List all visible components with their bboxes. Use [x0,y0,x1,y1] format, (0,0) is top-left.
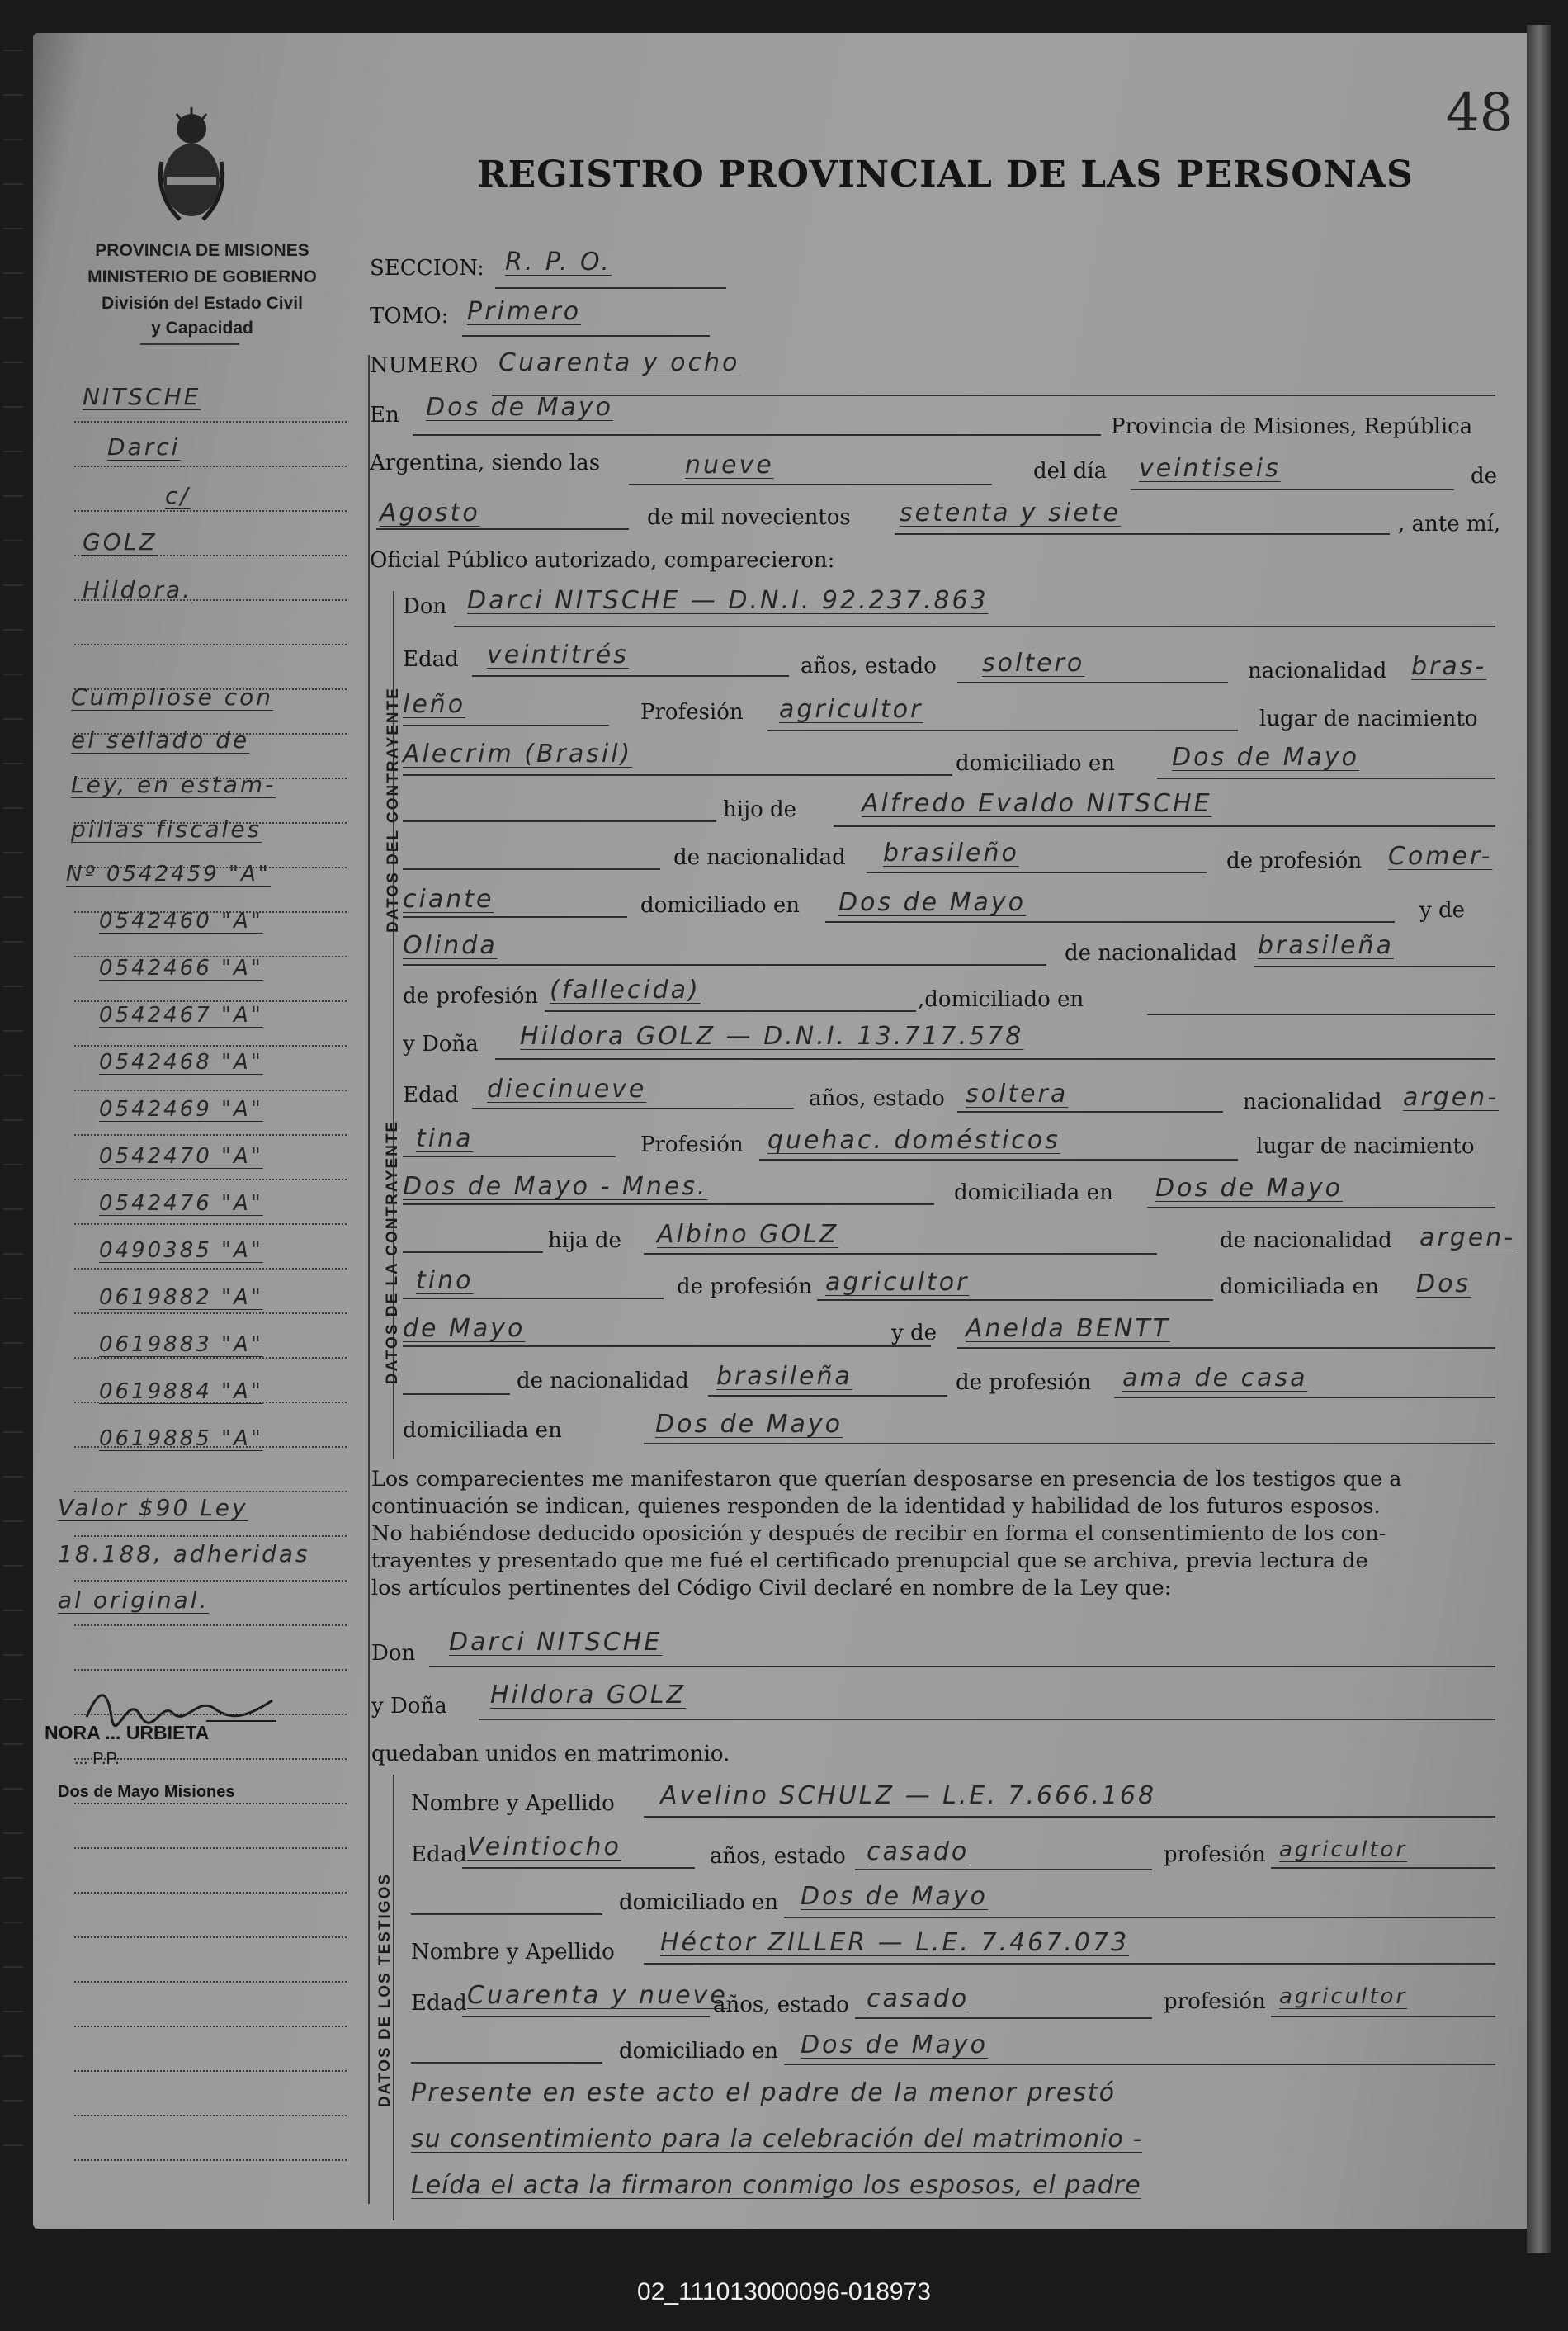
de-label: de [1471,464,1498,489]
binding-mark [3,1966,23,1968]
w1-domicilio-value: Dos de Mayo [801,1882,989,1911]
witness-note-3: Leída el acta la firmaron conmigo los esposos, el padre [411,2171,1141,2200]
binding-mark [3,362,23,363]
groom-domicilio-line [1157,778,1495,779]
w2-profesion-value: agricultor [1279,1984,1408,2009]
binding-mark [3,718,23,720]
bride-madre-nac-value: brasileña [716,1362,852,1391]
bride-profesion-value: quehac. domésticos [767,1126,1060,1155]
w1-estado-value: casado [867,1837,970,1866]
sidebar-name-4: GOLZ [83,528,158,556]
bride-section-title: DATOS DE LA CONTRAYENTE [384,1119,401,1385]
sidebar-ruled-line [74,1580,347,1582]
binding-mark [3,807,23,809]
declaration-don-value: Darci NITSCHE [449,1628,663,1657]
notary-stamp-2: ... P.P. [74,1750,120,1768]
bride-edad-line [472,1108,794,1109]
w2-edad-line [462,2016,710,2017]
notary-stamp-3: Dos de Mayo Misiones [58,1783,235,1801]
groom-anios-estado: años, estado [801,654,937,678]
bride-edad-label: Edad [403,1083,459,1108]
bride-padre-dom-value-a: Dos [1416,1270,1471,1298]
binding-mark [3,139,23,140]
stamp-number: 0619883 "A" [99,1332,263,1357]
bride-anios-estado: años, estado [809,1086,945,1111]
bride-profesion-label: Profesión [640,1132,744,1157]
w2-estado-line [855,2017,1152,2019]
w2-nombre-label: Nombre y Apellido [411,1940,615,1965]
stamp-number: 0542467 "A" [99,1003,263,1028]
bride-madre-prof-line [1114,1397,1495,1398]
declaration-line-3: No habiéndose deducido oposición y después de recibir en forma el consentimiento de los con- [371,1521,1386,1546]
groom-profesion-line [767,730,1238,731]
witness-section-title: DATOS DE LOS TESTIGOS [376,1872,394,2108]
oficial-text: Oficial Público autorizado, comparecieron: [370,548,835,573]
sidebar-value-2: 18.188, adheridas [58,1540,310,1567]
tomo-line [462,335,710,337]
groom-profesion-label: Profesión [640,700,744,725]
sidebar-value-3: al original. [58,1586,210,1614]
sidebar-ruled-line [74,2159,347,2161]
w1-edad-label: Edad [411,1842,467,1867]
binding-edge [0,50,25,2196]
mes-line [376,528,629,530]
dia-value: veintiseis [1139,454,1281,483]
w1-estado-line [855,1869,1152,1870]
sidebar-note-1: Cumpliose con [71,683,274,711]
groom-madre-value: Olinda [403,931,498,960]
bride-lugar-nac-line [403,1203,934,1205]
sidebar-ruled-line [74,1000,347,1002]
groom-padre-prof-value-b: ciante [403,885,494,914]
header-capacity: y Capacidad [151,319,253,338]
stamp-number: 0542466 "A" [99,956,263,981]
binding-mark [3,317,23,319]
seccion-label: SECCION: [370,256,484,281]
sidebar-ruled-line [74,1803,347,1804]
groom-domicilio-value: Dos de Mayo [1172,743,1360,772]
w2-domicilio-line [784,2064,1495,2065]
bride-padre-value: Albino GOLZ [657,1220,839,1249]
groom-edad-label: Edad [403,647,459,672]
binding-mark [3,1743,23,1745]
hora-line [629,484,992,485]
binding-mark [3,272,23,274]
notary-stamp-1: NORA ... URBIETA [45,1722,210,1743]
declaration-line-4: trayentes y presentado que me fué el certificado prenupcial que se archiva, previa lectura de [371,1548,1368,1573]
groom-profesion-value: agricultor [779,695,923,724]
w2-domicilio-label: domiciliado en [619,2039,778,2064]
groom-padre-prof-line [403,916,627,918]
book-edge [1527,25,1551,2253]
sidebar-ruled-line [74,1179,347,1180]
margin-rule [368,355,370,2204]
groom-name-value: Darci NITSCHE — D.N.I. 92.237.863 [467,586,989,615]
sidebar-ruled-line [74,1268,347,1270]
sidebar-ruled-line [74,2026,347,2027]
en-label: En [370,403,399,428]
groom-madre-nac-line [1254,966,1495,967]
binding-mark [3,1699,23,1700]
stamp-number: 0619884 "A" [99,1379,263,1404]
stamp-number: 0490385 "A" [99,1238,263,1263]
declaration-don-line [429,1666,1495,1667]
sidebar-ruled-line [74,510,347,512]
binding-mark [3,1208,23,1210]
binding-mark [3,986,23,987]
sidebar-ruled-line [74,2115,347,2116]
groom-blank-line [403,820,716,822]
stamp-number: Nº 0542459 "A" [66,862,271,887]
bride-nac-value-b: tina [416,1124,474,1153]
binding-mark [3,941,23,943]
header-underline [140,343,239,345]
binding-mark [3,406,23,408]
bride-profesion-line [759,1159,1238,1161]
bride-padre-dom-value-b: de Mayo [403,1314,526,1343]
groom-section-title: DATOS DEL CONTRAYENTE [385,687,402,933]
w1-profesion-line [1271,1867,1495,1869]
sidebar-ruled-line [74,1936,347,1938]
stamp-number: 0619882 "A" [99,1285,263,1310]
declaration-don-label: Don [371,1641,416,1666]
groom-don-label: Don [403,594,447,619]
binding-mark [3,1075,23,1076]
groom-madre-prof-value: (fallecida) [550,976,701,1005]
w1-edad-line [462,1867,695,1869]
w2-blank-line [411,2062,602,2064]
groom-madre-nac-label: de nacionalidad [1065,941,1237,966]
bride-madre-prof-label: de profesión [956,1370,1092,1395]
binding-mark [3,1253,23,1255]
bride-domicilio-line [1147,1207,1495,1208]
stamp-number: 0542460 "A" [99,909,263,934]
binding-mark [3,1610,23,1611]
sidebar-ruled-line [74,1535,347,1537]
binding-mark [3,1476,23,1478]
seccion-value: R. P. O. [505,248,612,277]
w2-anios-estado: años, estado [713,1993,849,2017]
bride-padre-prof-label: de profesión [677,1274,813,1299]
groom-lugar-nac-value: Alecrim (Brasil) [403,740,633,768]
bride-madre-dom-label: domiciliada en [403,1418,562,1443]
anio-line [895,533,1390,535]
sidebar-ruled-line [74,466,347,467]
binding-mark [3,2011,23,2012]
binding-mark [3,2055,23,2057]
sidebar-name-3: c/ [165,482,191,509]
witness-note-2: su consentimiento para la celebración del matrimonio - [411,2125,1143,2154]
bride-padre-nac-value-a: argen- [1419,1223,1516,1252]
binding-mark [3,540,23,541]
bride-nac-line [403,1156,616,1157]
scan-identifier: 02_111013000096-018973 [637,2278,931,2305]
groom-padre-dom-label: domiciliado en [640,893,800,918]
sidebar-name-2: Darci [107,433,181,461]
declaration-dona-label: y Doña [371,1694,447,1719]
sidebar-ruled-line [74,1624,347,1626]
bride-padre-dom-label: domiciliada en [1220,1274,1379,1299]
sidebar-ruled-line [74,1847,347,1849]
groom-padre-nac-label: de nacionalidad [673,845,846,870]
bride-name-value: Hildora GOLZ — D.N.I. 13.717.578 [520,1022,1024,1051]
w1-domicilio-line [784,1917,1495,1918]
bride-estado-value: soltera [966,1080,1069,1109]
lugar-line [413,434,1101,436]
numero-label: NUMERO [370,353,479,378]
groom-edad-value: veintitrés [487,641,629,669]
groom-hijo-label: hijo de [723,797,797,822]
sidebar-ruled-line [74,644,347,645]
groom-padre-nac-line [867,872,1207,873]
bride-domicilio-value: Dos de Mayo [1155,1174,1344,1203]
header-ministry: MINISTERIO DE GOBIERNO [87,267,317,286]
groom-domicilio-label: domiciliado en [956,751,1115,776]
bride-padre-nac-label: de nacionalidad [1220,1228,1392,1253]
binding-mark [3,629,23,631]
declaration-line-2: continuación se indican, quienes responden de la identidad y habilidad de los futuros esposos. [371,1494,1381,1519]
bride-y-de-label: y de [891,1321,937,1345]
sidebar-ruled-line [74,2070,347,2072]
groom-estado-line [957,682,1228,683]
binding-mark [3,1832,23,1834]
w1-blank-line [411,1913,602,1915]
binding-mark [3,1431,23,1433]
sidebar-ruled-line [74,1892,347,1894]
declaration-line-5: los artículos pertinentes del Código Civil declaré en nombre de la Ley que: [371,1576,1172,1600]
w2-nombre-value: Héctor ZILLER — L.E. 7.467.073 [660,1928,1130,1957]
binding-mark [3,896,23,898]
binding-mark [3,495,23,497]
w2-nombre-line [644,1963,1495,1965]
mes-value: Agosto [380,499,480,527]
binding-mark [3,763,23,764]
groom-nac-label: nacionalidad [1248,659,1387,683]
sidebar-ruled-line [74,1223,347,1225]
groom-padre-line [834,825,1495,827]
w2-edad-label: Edad [411,1991,467,2016]
bride-madre-line [957,1347,1495,1349]
w1-nombre-label: Nombre y Apellido [411,1791,615,1816]
groom-padre-value: Alfredo Evaldo NITSCHE [862,789,1212,818]
bride-edad-value: diecinueve [487,1075,647,1104]
sidebar-ruled-line [74,1491,347,1492]
stamp-number: 0542476 "A" [99,1191,263,1216]
stamp-number: 0542469 "A" [99,1097,263,1122]
bride-madre-value: Anelda BENTT [966,1314,1170,1343]
bride-blank-line [403,1251,543,1253]
provincia-text: Provincia de Misiones, República [1111,414,1473,439]
bride-padre-nac-value-b: tino [416,1266,474,1295]
document-title: REGISTRO PROVINCIAL DE LAS PERSONAS [477,154,1414,196]
binding-mark [3,1387,23,1388]
groom-padre-prof-label: de profesión [1226,849,1363,873]
lugar-value: Dos de Mayo [426,393,614,422]
ante-mi-text: , ante mí, [1398,512,1501,537]
groom-estado-value: soltero [982,649,1085,678]
groom-padre-dom-value: Dos de Mayo [838,888,1027,917]
bride-domicilio-label: domiciliada en [954,1180,1113,1205]
bride-estado-line [957,1111,1223,1113]
stamp-number: 0542468 "A" [99,1050,263,1075]
sidebar-note-3: Ley, en estam- [71,771,276,798]
tomo-label: TOMO: [370,304,449,329]
stamp-number: 0542470 "A" [99,1144,263,1169]
binding-mark [3,852,23,853]
seccion-line [495,287,726,289]
w1-edad-value: Veintiocho [467,1832,621,1861]
witness-note-1: Presente en este acto el padre de la menor prestó [411,2078,1117,2107]
w1-domicilio-label: domiciliado en [619,1890,778,1915]
argentina-text: Argentina, siendo las [370,451,601,475]
binding-mark [3,2100,23,2102]
sidebar-ruled-line [74,1669,347,1671]
groom-padre-nac-value: brasileño [883,839,1019,868]
del-dia-label: del día [1033,459,1108,484]
sidebar-note-2: el sellado de [71,726,250,754]
binding-mark [3,1565,23,1567]
binding-mark [3,584,23,586]
sidebar-ruled-line [74,1312,347,1314]
groom-lugar-nac-line [403,774,952,776]
w1-nombre-value: Avelino SCHULZ — L.E. 7.666.168 [660,1781,1157,1810]
groom-y-de-label: y de [1419,898,1465,923]
binding-mark [3,1342,23,1344]
binding-mark [3,1119,23,1121]
page-number: 48 [1446,83,1514,144]
bride-padre-nac-line [403,1298,664,1299]
header-division: División del Estado Civil [102,294,303,313]
groom-madre-nac-value: brasileña [1258,931,1394,960]
sidebar-value-1: Valor $90 Ley [58,1494,248,1521]
header-province: PROVINCIA DE MISIONES [95,241,309,260]
groom-madre-prof-line [545,1010,916,1012]
w1-nombre-line [644,1816,1495,1818]
groom-madre-prof-label: de profesión [403,984,539,1009]
binding-mark [3,50,23,51]
declaration-line-1: Los comparecientes me manifestaron que querían desposarse en presencia de los testigos que a [371,1467,1402,1492]
groom-madre-line [403,964,1046,966]
binding-mark [3,1520,23,1522]
w2-profesion-line [1271,2016,1495,2017]
bride-padre-prof-line [817,1299,1213,1301]
declaration-closing: quedaban unidos en matrimonio. [371,1742,730,1766]
sidebar-ruled-line [74,1981,347,1983]
bride-madre-dom-line [644,1443,1495,1444]
tomo-value: Primero [467,297,582,326]
binding-mark [3,1030,23,1032]
bride-padre-prof-value: agricultor [825,1268,970,1297]
sidebar-name-5: Hildora. [83,576,193,603]
bride-madre-nac-label: de nacionalidad [517,1369,689,1393]
sidebar-ruled-line [74,1357,347,1359]
binding-mark [3,2144,23,2146]
bride-padre-line [644,1253,1157,1255]
w2-edad-value: Cuarenta y nueve [467,1981,728,2010]
groom-lugar-nac-label: lugar de nacimiento [1259,707,1478,731]
numero-line [492,395,1495,396]
bride-lugar-nac-label: lugar de nacimiento [1256,1134,1475,1159]
declaration-dona-line [479,1719,1495,1720]
bride-name-line [495,1058,1495,1060]
sidebar-ruled-line [74,1045,347,1047]
w1-profesion-label: profesión [1164,1842,1266,1867]
groom-padre-dom-line [825,921,1395,923]
w1-anios-estado: años, estado [710,1844,846,1869]
bride-nac-label: nacionalidad [1243,1090,1382,1114]
binding-mark [3,1164,23,1166]
binding-mark [3,1877,23,1879]
binding-mark [3,674,23,675]
groom-nac-value-b: leño [403,690,466,719]
binding-mark [3,1654,23,1656]
groom-madre-dom-line [1147,1014,1495,1015]
w2-estado-value: casado [867,1984,970,2013]
groom-name-line [454,626,1495,627]
groom-madre-dom-label: ,domiciliado en [918,987,1084,1012]
groom-nac-value-a: bras- [1411,652,1487,681]
binding-mark [3,228,23,229]
sidebar-name-1: NITSCHE [83,383,201,410]
binding-mark [3,1298,23,1299]
bride-madre-nac-line [708,1395,947,1397]
groom-padre-prof-value-a: Comer- [1388,842,1493,871]
sidebar-note-4: pillas fiscales [71,816,262,843]
groom-padre-nac-pre-line [403,868,660,870]
groom-nac-line [403,725,609,726]
declaration-dona-value: Hildora GOLZ [490,1681,687,1709]
numero-value: Cuarenta y ocho [498,348,740,377]
bride-madre-nac-pre-line [403,1393,510,1395]
sidebar-ruled-line [74,421,347,423]
binding-mark [3,1922,23,1923]
binding-mark [3,183,23,185]
bride-nac-value-a: argen- [1403,1083,1500,1112]
w2-profesion-label: profesión [1164,1989,1266,2014]
binding-mark [3,94,23,96]
bride-lugar-nac-value: Dos de Mayo - Mnes. [403,1172,708,1201]
coat-of-arms-icon [155,104,228,228]
binding-mark [3,1788,23,1790]
w2-domicilio-value: Dos de Mayo [801,2031,989,2059]
anio-value: setenta y siete [900,499,1121,527]
sidebar-ruled-line [74,1134,347,1136]
bride-madre-prof-value: ama de casa [1122,1364,1308,1392]
hora-value: nueve [685,451,774,480]
bride-hija-label: hija de [548,1228,621,1253]
bride-padre-dom-line [403,1345,931,1347]
mil-novecientos-label: de mil novecientos [647,505,851,530]
sidebar-ruled-line [74,1090,347,1091]
bride-dona-label: y Doña [403,1032,479,1057]
dia-line [1131,489,1454,490]
binding-mark [3,451,23,452]
groom-edad-line [472,675,789,677]
stamp-number: 0619885 "A" [99,1426,263,1451]
w1-profesion-value: agricultor [1279,1837,1408,1862]
bride-madre-dom-value: Dos de Mayo [655,1410,843,1439]
